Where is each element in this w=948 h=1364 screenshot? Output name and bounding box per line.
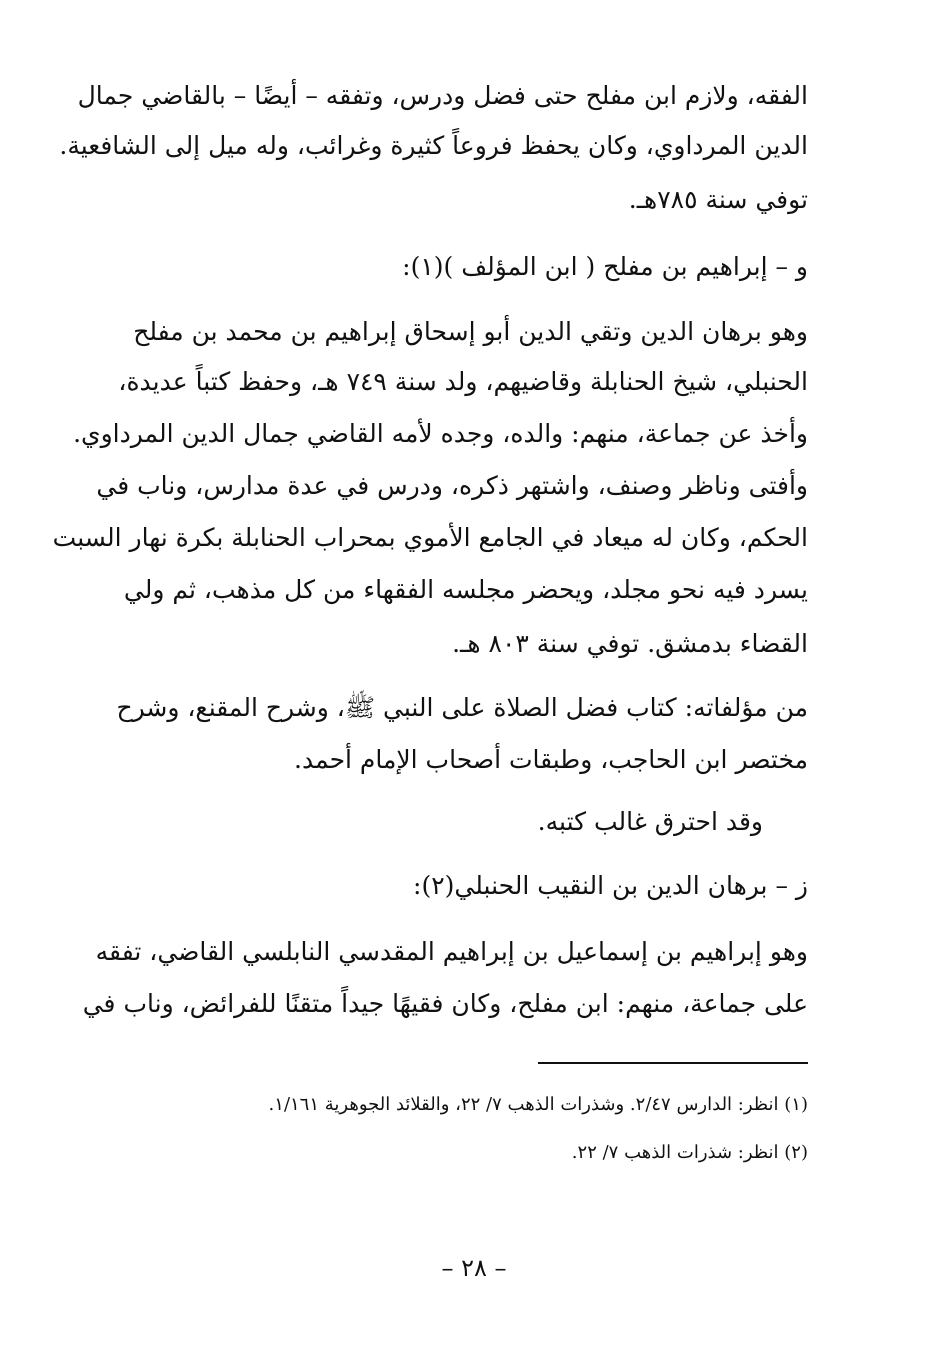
text-line: الفقه، ولازم ابن مفلح حتى فضل ودرس، وتفقه – أيضًا – بالقاضي جمال — [77, 81, 808, 110]
section-heading: ز – برهان الدين بن النقيب الحنبلي(٢): — [413, 871, 808, 900]
text-line: من مؤلفاته: كتاب فضل الصلاة على النبي ﷺ، وشرح المقنع، وشرح — [116, 693, 808, 722]
text-line: وهو برهان الدين وتقي الدين أبو إسحاق إبراهيم بن محمد بن مفلح — [133, 317, 808, 346]
text-line: الدين المرداوي، وكان يحفظ فروعاً كثيرة وغرائب، وله ميل إلى الشافعية. — [59, 131, 808, 160]
text-line: وقد احترق غالب كتبه. — [537, 807, 763, 836]
text-line: الحنبلي، شيخ الحنابلة وقاضيهم، ولد سنة ٧٤٩ هـ، وحفظ كتباً عديدة، — [118, 367, 808, 396]
text-line: وهو إبراهيم بن إسماعيل بن إبراهيم المقدسي النابلسي القاضي، تفقه — [95, 937, 808, 966]
footnote: (٢) انظر: شذرات الذهب ٧/ ٢٢. — [571, 1142, 808, 1163]
text-line: على جماعة، منهم: ابن مفلح، وكان فقيهًا جيداً متقنًا للفرائض، وناب في — [82, 989, 808, 1018]
footnote: (١) انظر: الدارس ٢/٤٧. وشذرات الذهب ٧/ ٢٢، والقلائد الجوهرية ١/١٦١. — [268, 1094, 808, 1115]
text-line: وأخذ عن جماعة، منهم: والده، وجده لأمه القاضي جمال الدين المرداوي. — [73, 419, 808, 448]
text-line: يسرد فيه نحو مجلد، ويحضر مجلسه الفقهاء من كل مذهب، ثم ولي — [123, 575, 808, 604]
text-line: مختصر ابن الحاجب، وطبقات أصحاب الإمام أحمد. — [294, 745, 808, 774]
text-line: توفي سنة ٧٨٥هـ. — [628, 185, 808, 214]
text-line: القضاء بدمشق. توفي سنة ٨٠٣ هـ. — [452, 629, 808, 658]
footnote-separator — [538, 1062, 808, 1064]
page-number: – ٢٨ – — [441, 1254, 507, 1282]
section-heading: و – إبراهيم بن مفلح ( ابن المؤلف )(١): — [402, 252, 808, 281]
text-line: الحكم، وكان له ميعاد في الجامع الأموي بمحراب الحنابلة بكرة نهار السبت — [52, 523, 808, 552]
text-line: وأفتى وناظر وصنف، واشتهر ذكره، ودرس في عدة مدارس، وناب في — [96, 471, 808, 500]
